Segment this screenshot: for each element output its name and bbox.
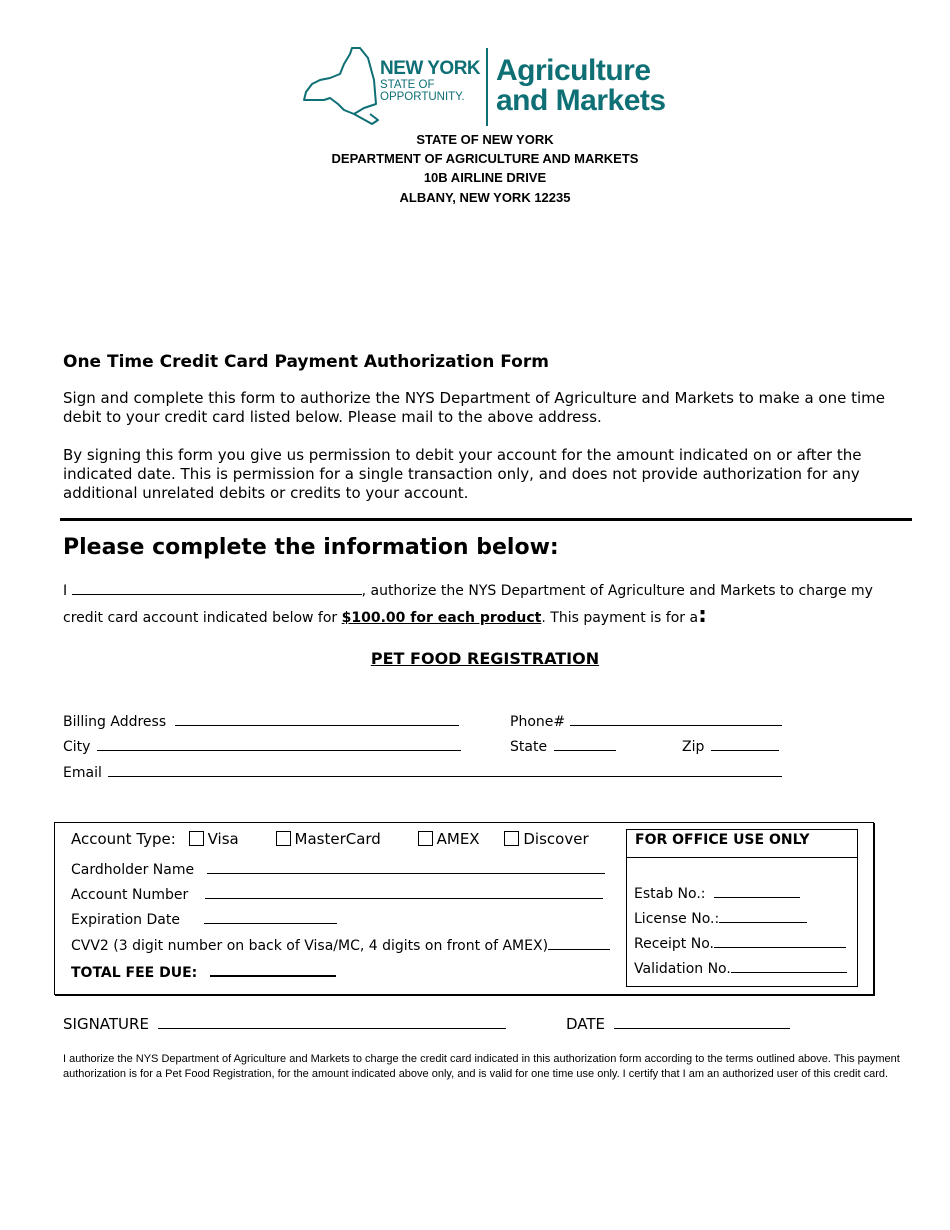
address-line-3: 10B AIRLINE DRIVE — [423, 170, 547, 185]
amex-checkbox[interactable] — [418, 831, 433, 846]
license-label: License No.: — [634, 911, 720, 927]
logo-agency-line2: and Markets — [496, 84, 666, 117]
license-field[interactable] — [719, 908, 807, 923]
logo-agency-line1: Agriculture — [496, 54, 651, 87]
agency-logo — [300, 44, 680, 128]
city-row — [63, 736, 461, 755]
authorization-fine-print: I authorize the NYS Department of Agriculture and Markets to charge the credit card indicated in this authorization form according to the terms outlined above. This payment authorization is for a Pet Food Registration, for the amount indicated above only, and is valid for one time use only. I certify that I am an authorized user of this credit card. — [63, 1053, 900, 1080]
logo-opportunity-text: OPPORTUNITY. — [380, 91, 465, 103]
section-divider — [60, 518, 912, 521]
phone-row — [510, 711, 782, 730]
signature-row — [63, 1014, 506, 1033]
state-field[interactable] — [554, 736, 616, 751]
signature-field[interactable] — [158, 1014, 506, 1029]
billing-address-field[interactable] — [175, 711, 459, 726]
visa-checkbox[interactable] — [189, 831, 204, 846]
signature-label: SIGNATURE — [63, 1015, 149, 1033]
visa-label: Visa — [207, 830, 239, 848]
estab-row — [634, 883, 800, 902]
total-fee-field[interactable] — [210, 961, 336, 977]
registration-type-title: PET FOOD REGISTRATION — [370, 649, 600, 668]
city-field[interactable] — [97, 736, 461, 751]
state-row — [510, 736, 616, 755]
address-line-4: ALBANY, NEW YORK 12235 — [399, 190, 571, 205]
total-fee-label: TOTAL FEE DUE: — [71, 965, 198, 981]
phone-field[interactable] — [570, 711, 782, 726]
colon-mark: : — [698, 603, 707, 628]
cvv2-field[interactable] — [548, 935, 610, 950]
account-type-row — [71, 830, 589, 848]
zip-label: Zip — [682, 739, 705, 755]
validation-label: Validation No. — [634, 961, 731, 977]
cardholder-name-field[interactable] — [207, 859, 605, 874]
email-row — [63, 762, 782, 781]
zip-field[interactable] — [711, 736, 779, 751]
date-label: DATE — [566, 1015, 606, 1033]
address-line-1: STATE OF NEW YORK — [416, 132, 554, 147]
expiration-date-label: Expiration Date — [71, 912, 180, 928]
expiration-row — [71, 909, 337, 928]
office-use-title: FOR OFFICE USE ONLY — [635, 832, 810, 848]
cardholder-row — [71, 859, 605, 878]
logo-divider — [486, 48, 488, 126]
account-number-row — [71, 884, 603, 903]
validation-field[interactable] — [731, 958, 847, 973]
validation-row — [634, 958, 847, 977]
expiration-date-field[interactable] — [204, 909, 337, 924]
email-field[interactable] — [108, 762, 782, 777]
authorization-line-2-end: . This payment is for a — [541, 610, 699, 626]
authorizer-name-field[interactable] — [72, 580, 362, 595]
estab-label: Estab No.: — [634, 886, 706, 902]
discover-label: Discover — [523, 830, 589, 848]
i-label: I — [63, 583, 68, 599]
fee-amount: $100.00 for each product — [341, 610, 542, 626]
license-row — [634, 908, 807, 927]
intro-paragraph-1: Sign and complete this form to authorize the NYS Department of Agriculture and Markets to make a one time debit to your credit card listed below. Please mail to the above address. — [63, 389, 886, 426]
receipt-row — [634, 933, 846, 952]
authorization-line-1-text: , authorize the NYS Department of Agriculture and Markets to charge my — [361, 583, 873, 599]
phone-label: Phone# — [510, 714, 566, 730]
date-row — [566, 1014, 790, 1033]
estab-field[interactable] — [714, 883, 800, 898]
intro-paragraph-2: By signing this form you give us permission to debit your account for the amount indicated on or after the indicated date. This is permission for a single transaction only, and does not provide authorization for any additional unrelated debits or credits to your account. — [63, 446, 862, 502]
authorization-line-2-start: credit card account indicated below for — [63, 610, 342, 626]
mastercard-label: MasterCard — [294, 830, 381, 848]
receipt-label: Receipt No. — [634, 936, 714, 952]
state-label: State — [510, 739, 548, 755]
cvv2-label: CVV2 (3 digit number on back of Visa/MC, 4 digits on front of AMEX) — [71, 938, 549, 954]
logo-tagline — [380, 79, 465, 103]
city-label: City — [63, 739, 91, 755]
account-number-field[interactable] — [205, 884, 603, 899]
receipt-field[interactable] — [714, 933, 846, 948]
address-line-2: DEPARTMENT OF AGRICULTURE AND MARKETS — [331, 151, 639, 166]
billing-address-label: Billing Address — [63, 714, 167, 730]
mastercard-checkbox[interactable] — [276, 831, 291, 846]
discover-option[interactable] — [504, 830, 588, 848]
zip-row — [682, 736, 779, 755]
amex-label: AMEX — [436, 830, 480, 848]
new-york-state-map-icon — [300, 44, 380, 128]
account-number-label: Account Number — [71, 887, 189, 903]
visa-option[interactable] — [189, 830, 239, 848]
section-heading: Please complete the information below: — [63, 535, 559, 560]
discover-checkbox[interactable] — [504, 831, 519, 846]
date-field[interactable] — [614, 1014, 790, 1029]
form-title: One Time Credit Card Payment Authorization Form — [63, 352, 549, 372]
billing-address-row — [63, 711, 459, 730]
amex-option[interactable] — [418, 830, 480, 848]
office-use-header — [627, 830, 857, 858]
cardholder-name-label: Cardholder Name — [71, 862, 195, 878]
total-fee-row — [71, 961, 336, 981]
email-label: Email — [63, 765, 102, 781]
account-type-label: Account Type: — [71, 830, 176, 848]
logo-state-of-text: STATE OF — [380, 79, 435, 91]
logo-new-york-text: NEW YORK — [380, 58, 481, 79]
mastercard-option[interactable] — [276, 830, 381, 848]
cvv2-row — [71, 935, 610, 954]
authorization-line-1 — [63, 580, 873, 599]
authorization-line-2 — [63, 603, 707, 628]
